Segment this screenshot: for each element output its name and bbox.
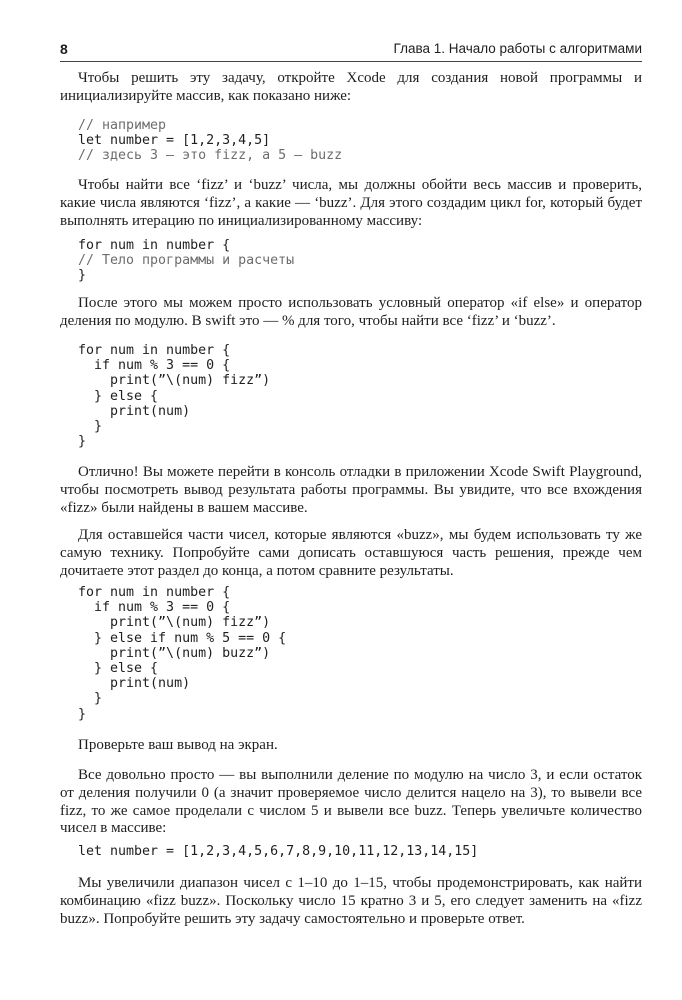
page-header [60,40,642,62]
paragraph-if-else: После этого мы можем просто использовать условный оператор «if else» и оператор деления по модулю. В swift это — % для того, чтобы найти все ‘fizz’ и ‘buzz’. [60,295,642,329]
code-line: for num in number { [78,238,231,253]
code-block-array-init [60,118,342,164]
code-line: print(”\(num) fizz”) [78,373,271,389]
code-line: print(num) [78,676,191,692]
code-block-for-loop [60,238,294,284]
code-line: print(num) [78,403,191,419]
code-line: // Тело программы и расчеты [78,253,295,269]
code-line: print(”\(num) buzz”) [78,645,271,661]
code-line: } [78,268,87,284]
code-block-fizz-buzz [60,585,286,722]
code-line: } else if num % 5 == 0 { [78,630,287,646]
code-line: } [78,706,87,722]
paragraph-loop: Чтобы найти все ‘fizz’ и ‘buzz’ числа, мы должны обойти весь массив и проверить, какие числа являются ‘fizz’, а какие — ‘buzz’. Для этого создадим цикл for, который будет выполнять итерацию по инициализированному массиву: [60,177,642,229]
code-line: print(”\(num) fizz”) [78,615,271,631]
header-rule [60,61,642,62]
chapter-title: Глава 1. Начало работы с алгоритмами [393,41,642,56]
code-line: for num in number { [78,343,231,358]
paragraph-debug-console: Отлично! Вы можете перейти в консоль отладки в приложении Xcode Swift Playground, чтобы посмотреть вывод результата работы программы. Вы увидите, что все вхождения «fizz» были найдены в вашем массиве. [60,464,642,516]
paragraph-intro: Чтобы решить эту задачу, откройте Xcode для создания новой программы и инициализируйте массив, как показано ниже: [60,70,642,104]
paragraph-range: Мы увеличили диапазон чисел с 1–10 до 1–15, чтобы продемонстрировать, как найти комбинацию «fizz buzz». Поскольку число 15 кратно 3 и 5, его следует заменить на «fizz buzz». Попробуйте решить эту задачу самостоятельно и проверьте ответ. [60,875,642,927]
paragraph-buzz: Для оставшейся части чисел, которые являются «buzz», мы будем использовать ту же самую технику. Попробуйте сами дописать оставшуюся часть решения, прежде чем дочитаете этот раздел до конца, а потом сравните результаты. [60,527,642,579]
paragraph-explanation: Все довольно просто — вы выполнили деление по модулю на число 3, и если остаток от деления получили 0 (а значит проверяемое число делится нацело на 3), то вывели все fizz, то же самое проделали с числом 5 и вывели все buzz. Теперь увеличьте количество чисел в массиве: [60,767,642,837]
code-line: } [78,419,103,435]
code-line: let number = [1,2,3,4,5] [78,133,271,149]
paragraph-check-output: Проверьте ваш вывод на экран. [78,737,278,753]
code-line: // здесь 3 — это fizz, а 5 — buzz [78,148,343,164]
code-line: // например [78,118,167,133]
code-line: } [78,691,103,707]
code-line: if num % 3 == 0 { [78,358,231,374]
code-line: } else { [78,661,159,677]
code-line: if num % 3 == 0 { [78,600,231,616]
code-line: let number = [1,2,3,4,5,6,7,8,9,10,11,12,13,14,15] [78,844,479,859]
code-block-fizz [60,343,270,449]
code-line: for num in number { [78,585,231,600]
page-number: 8 [60,41,68,57]
code-line: } [78,434,87,450]
code-block-array-extended [60,844,478,859]
code-line: } else { [78,388,159,404]
